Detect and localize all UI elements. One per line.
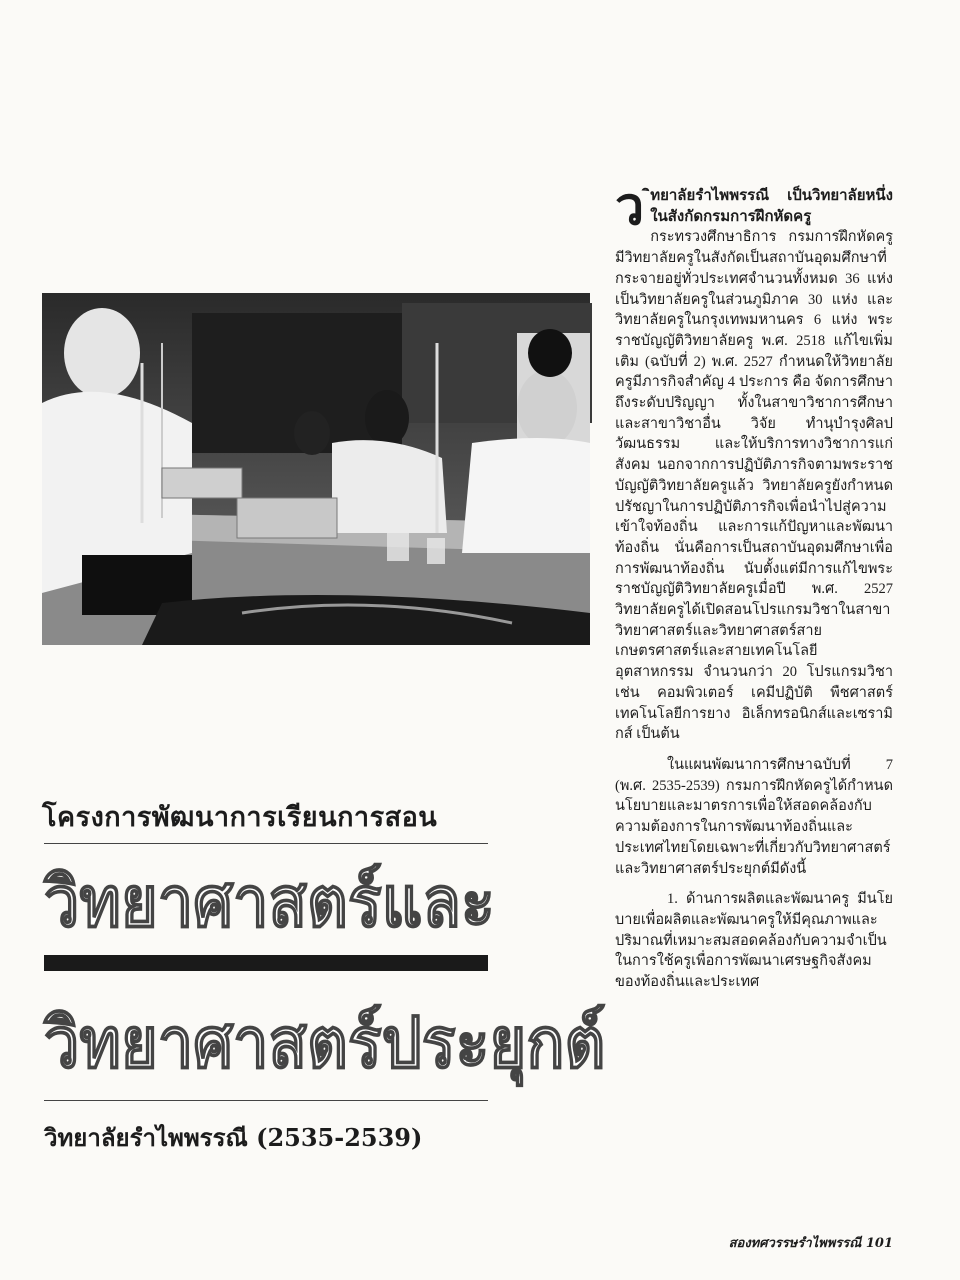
divider bbox=[44, 843, 488, 844]
lab-photo-illustration bbox=[42, 293, 590, 645]
lead-text: ิทยาลัยรำไพพรรณี เป็นวิทยาลัยหนึ่งในสังกัดกรมการฝึกหัดครู bbox=[650, 188, 893, 225]
running-title: สองทศวรรษรำไพพรรณี bbox=[728, 1236, 862, 1251]
paragraph: ในแผนพัฒนาการศึกษาฉบับที่ 7 (พ.ศ. 2535-2539) กรมการฝึกหัดครูได้กำหนดนโยบายและมาตรการเพื่อให้สอดคล้องกับความต้องการในการพัฒนาท้องถิ่นและประเทศไทยโดยเฉพาะที่เกี่ยวกับวิทยาศาสตร์ และวิทยาศาสตร์ประยุกต์มีดังนี้ bbox=[615, 756, 893, 877]
lab-photo bbox=[42, 293, 590, 645]
paragraph: กระทรวงศึกษาธิการ กรมการฝึกหัดครูมีวิทยาลัยครูในสังกัดเป็นสถาบันอุดมศึกษาที่กระจายอยู่ทั่วประเทศจำนวนทั้งหมด 36 แห่ง เป็นวิทยาลัยครูในส่วนภูมิภาค 30 แห่ง และวิทยาลัยครูในกรุงเทพมหานคร 6 แห่ง พระราชบัญญัติวิทยาลัยครู พ.ศ. 2518 แก้ไขเพิ่มเติม (ฉบับที่ 2) พ.ศ. 2527 กำหนดให้วิทยาลัยครูมีภารกิจสำคัญ 4 ประการ คือ จัดการศึกษาถึงระดับปริญญา ทั้งในสาขาวิชาการศึกษาและสาขาวิชาอื่น วิจัย ทำนุบำรุงศิลปวัฒนธรรม และให้บริการทางวิชาการแก่สังคม นอกจากการปฏิบัติภารกิจตามพระราชบัญญัติวิทยาลัยครูแล้ว วิทยาลัยครูยังกำหนดปรัชญาในการปฏิบัติภารกิจเพื่อนำไปสู่ความเข้าใจท้องถิ่น และการแก้ปัญหาและพัฒนาท้องถิ่น นั่นคือการเป็นสถาบันอุดมศึกษาเพื่อการพัฒนาท้องถิ่น นับตั้งแต่มีการแก้ไขพระราชบัญญัติวิทยาลัยครูเมื่อปี พ.ศ. 2527 วิทยาลัยครูได้เปิดสอนโปรแกรมวิชาในสาขาวิทยาศาสตร์และวิทยาศาสตร์สายเกษตรศาสตร์และสายเทคโนโลยีอุตสาหกรรม จำนวนกว่า 20 โปรแกรมวิชา เช่น คอมพิวเตอร์ เคมีปฏิบัติ พืชศาสตร์ เทคโนโลยีการยาง อิเล็กทรอนิกส์และเซรามิกส์ เป็นต้น bbox=[615, 229, 893, 743]
article-body bbox=[615, 179, 893, 993]
page-number: 101 bbox=[865, 1236, 893, 1251]
drop-cap: ว bbox=[615, 179, 645, 236]
title-line-1: วิทยาศาสตร์และ bbox=[44, 861, 495, 943]
paragraph: 1. ด้านการผลิตและพัฒนาครู มีนโยบายเพื่อผลิตและพัฒนาครูให้มีคุณภาพและปริมาณที่เหมาะสมสอดคล้องกับความจำเป็นในการใช้ครูเพื่อการพัฒนาเศรษฐกิจสังคมของท้องถิ่นและประเทศ bbox=[615, 891, 893, 991]
title-line-2: วิทยาศาสตร์ประยุกต์ bbox=[44, 1002, 606, 1084]
divider bbox=[44, 1100, 488, 1101]
subtitle: โครงการพัฒนาการเรียนการสอน bbox=[42, 802, 438, 833]
thick-divider bbox=[44, 955, 488, 971]
college-period: วิทยาลัยรำไพพรรณี (2535-2539) bbox=[44, 1123, 423, 1152]
page-footer bbox=[725, 1232, 893, 1253]
lead-paragraph bbox=[615, 179, 893, 236]
